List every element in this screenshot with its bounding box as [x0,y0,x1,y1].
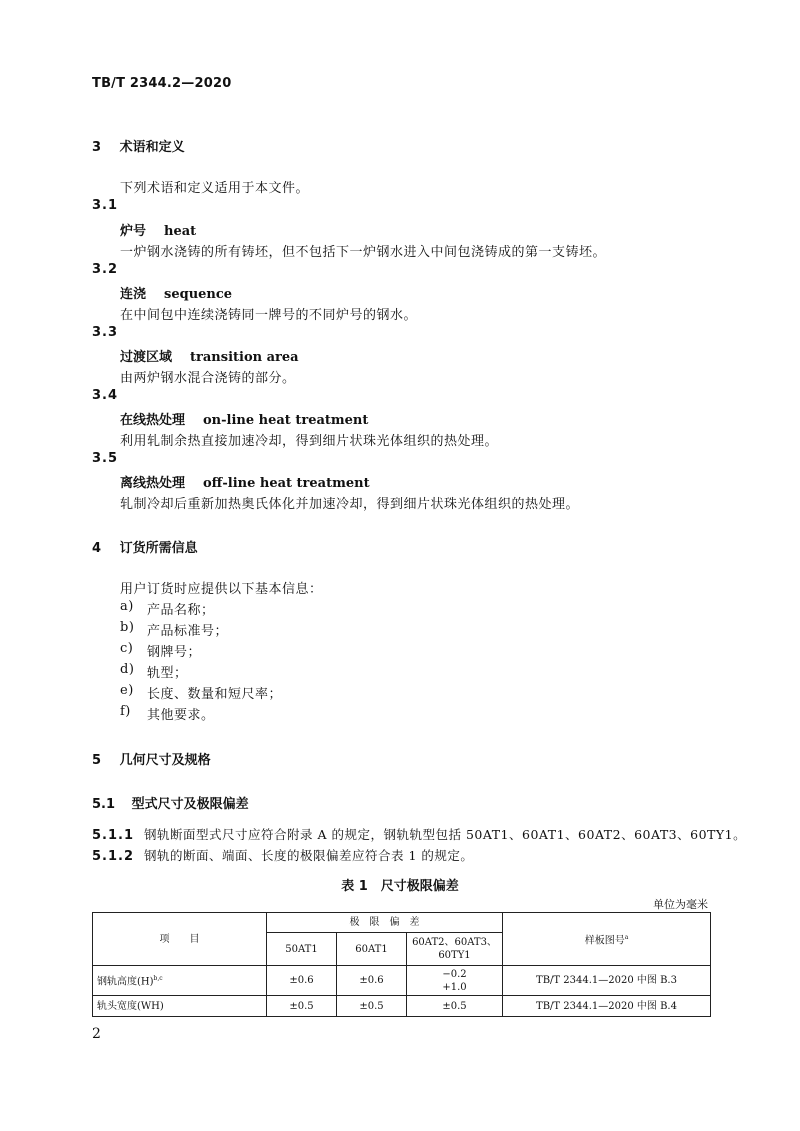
list-text: 轨型； [147,666,188,681]
table-header-col: 50AT1 [267,933,337,966]
row-item-text: 钢轨高度(H) [97,976,154,988]
term-title [120,283,232,302]
table-header-group: 极 限 偏 差 [267,913,503,933]
table-row [93,996,711,1017]
term-title [120,346,299,365]
cell-line: +1.0 [442,981,467,993]
table-cell: TB/T 2344.1—2020 中图 B.4 [503,996,711,1017]
term-en: sequence [164,287,233,302]
list-item [120,599,215,618]
term-definition: 一炉钢水浇铸的所有铸坯，但不包括下一炉钢水进入中间包浇铸成的第一支铸坯。 [120,245,607,260]
list-item [120,641,202,660]
clause-text: 钢轨的断面、端面、长度的极限偏差应符合表 1 的规定。 [144,848,474,863]
document-code-header: TB/T 2344.2—2020 [92,76,232,91]
term-number: 3.3 [92,325,119,340]
term-number: 3.4 [92,388,119,403]
term-definition: 利用轧制余热直接加速冷却，得到细片状珠光体组织的热处理。 [120,434,499,449]
clause [92,846,473,864]
table-cell: TB/T 2344.1—2020 中图 B.3 [503,966,711,996]
list-text: 长度、数量和短尺率； [147,687,283,702]
table-cell: ±0.5 [407,996,503,1017]
list-label: a) [120,599,134,614]
list-text: 产品标准号； [147,624,229,639]
clause [92,825,746,843]
clause-number: 5.1.1 [92,828,135,843]
table-header-item: 项 目 [93,913,267,966]
term-title [120,409,368,428]
list-text: 其他要求。 [147,708,215,723]
term-definition: 由两炉钢水混合浇铸的部分。 [120,371,296,386]
section-title: 订货所需信息 [119,541,198,556]
footnote-marker: a [624,933,629,941]
list-item [120,683,283,702]
list-label: f) [120,704,131,719]
section-number: 4 [92,541,102,556]
term-cn: 炉号 [120,224,147,239]
term-number: 3.2 [92,262,119,277]
table-header-col [407,933,503,966]
term-en: heat [164,224,197,239]
page-number: 2 [92,1026,101,1042]
list-text: 产品名称； [147,603,215,618]
section-title: 几何尺寸及规格 [119,753,211,768]
list-item [120,662,188,681]
subsection-number: 5.1 [92,797,116,812]
table-cell: ±0.5 [267,996,337,1017]
term-cn: 在线热处理 [120,413,186,428]
footnote-marker: b,c [153,975,163,983]
table-cell-item [93,966,267,996]
list-text: 钢牌号； [147,645,202,660]
table-cell: ±0.5 [337,996,407,1017]
term-definition: 轧制冷却后重新加热奥氏体化并加速冷却，得到细片状珠光体组织的热处理。 [120,497,580,512]
clause-number: 5.1.2 [92,849,135,864]
section-number: 3 [92,140,102,155]
term-definition: 在中间包中连续浇铸同一牌号的不同炉号的钢水。 [120,308,418,323]
section-3-heading [92,136,185,155]
subsection-5-1-heading [92,793,249,812]
term-cn: 连浇 [120,287,147,302]
section-number: 5 [92,753,102,768]
section-title: 术语和定义 [119,140,185,155]
list-item [120,704,215,723]
header-col-line: 60AT2、60AT3、 [412,937,497,948]
section-5-heading [92,749,211,768]
table-caption: 表 1 尺寸极限偏差 [341,879,459,894]
section-4-intro: 用户订货时应提供以下基本信息： [120,582,323,597]
term-title [120,472,370,491]
term-en: on-line heat treatment [203,413,369,428]
table-cell-item: 轨头宽度(WH) [93,996,267,1017]
table-cell [407,966,503,996]
term-cn: 离线热处理 [120,476,186,491]
list-item [120,620,229,639]
term-number: 3.1 [92,198,119,213]
table-cell: ±0.6 [267,966,337,996]
list-label: d) [120,662,135,677]
table-row [93,966,711,996]
table-header-template [503,913,711,966]
term-number: 3.5 [92,451,119,466]
table-cell: ±0.6 [337,966,407,996]
dimension-tolerance-table [92,912,711,1017]
header-template-text: 样板图号 [584,935,625,947]
subsection-title: 型式尺寸及极限偏差 [131,797,249,812]
term-title [120,220,196,239]
list-label: c) [120,641,134,656]
list-label: e) [120,683,134,698]
table-header-col: 60AT1 [337,933,407,966]
header-col-line: 60TY1 [438,950,471,961]
cell-line: −0.2 [442,968,467,980]
list-label: b) [120,620,135,635]
term-en: off-line heat treatment [203,476,370,491]
section-4-heading [92,537,198,556]
table-unit-note: 单位为毫米 [653,898,708,911]
term-en: transition area [190,350,299,365]
section-3-intro: 下列术语和定义适用于本文件。 [120,181,310,196]
term-cn: 过渡区域 [120,350,173,365]
clause-text: 钢轨断面型式尺寸应符合附录 A 的规定，钢轨轨型包括 50AT1、60AT1、60AT2、60AT3、60TY1。 [144,827,747,842]
